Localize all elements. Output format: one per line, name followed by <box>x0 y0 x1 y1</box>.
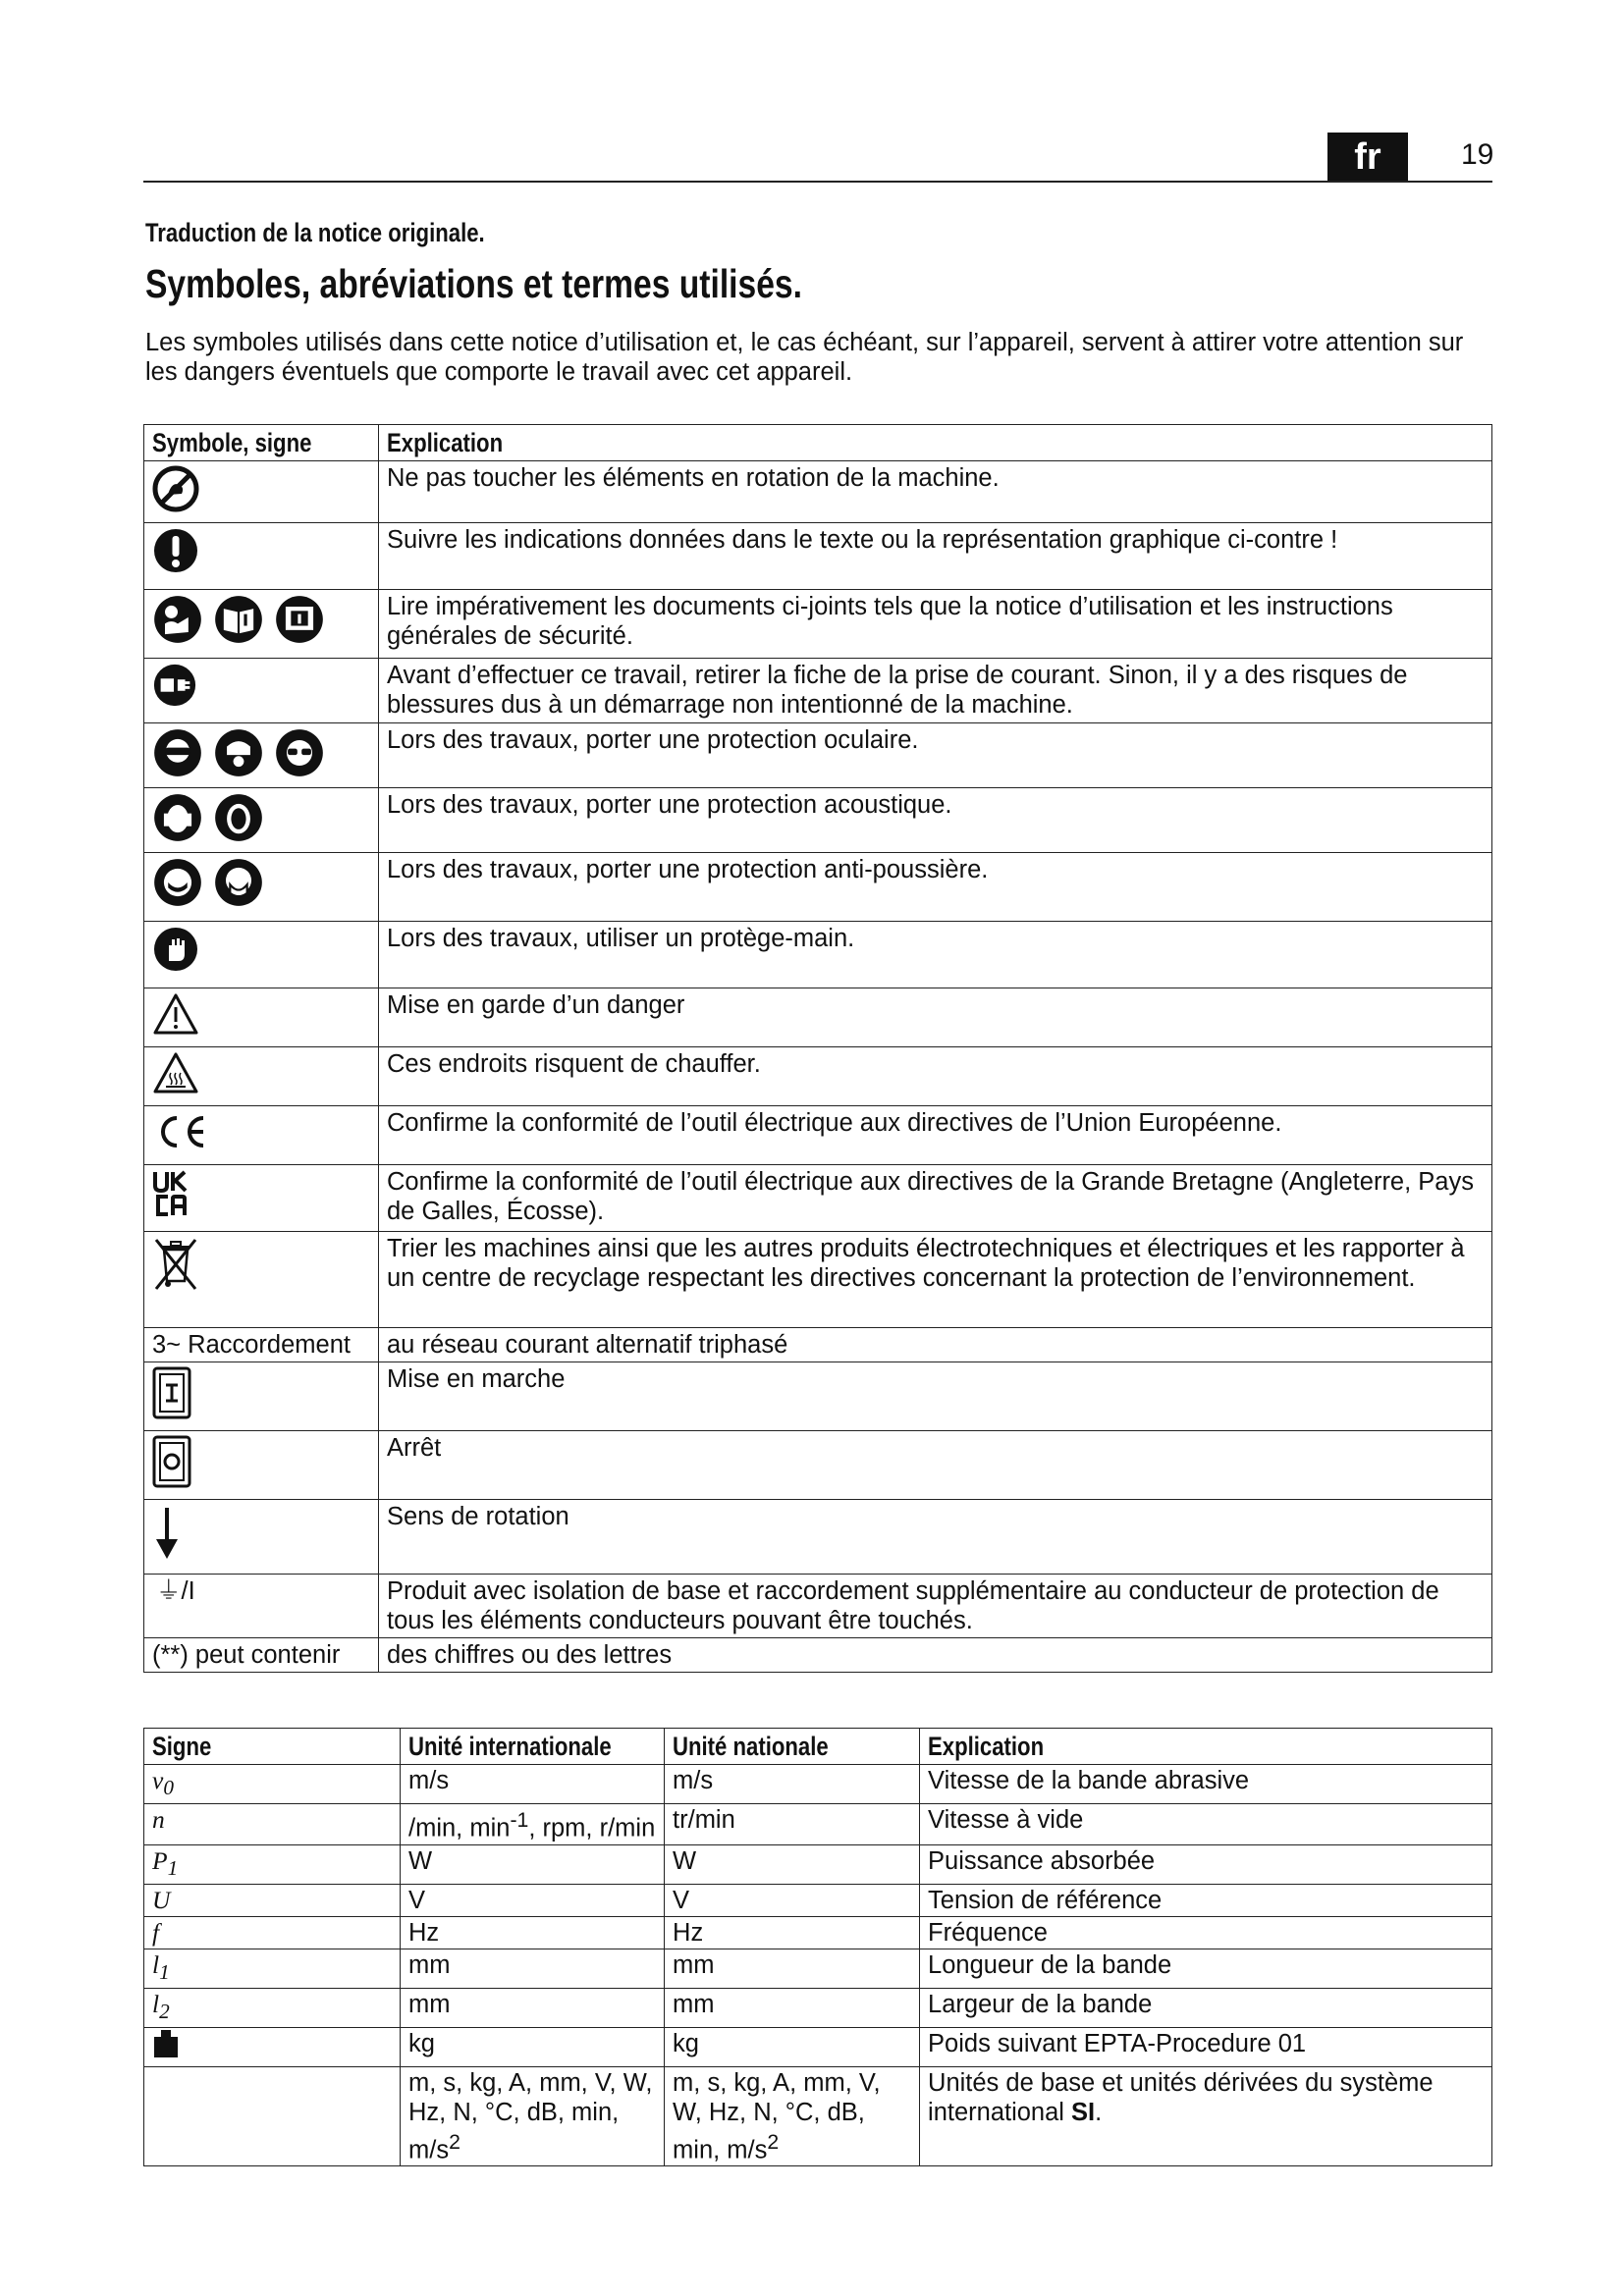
header-intl-unit: Unité internationale <box>401 1729 665 1765</box>
explication-cell: Tension de référence <box>920 1884 1492 1916</box>
table-row <box>144 1949 1492 1988</box>
table-row <box>144 1328 1492 1362</box>
nat-unit-cell: V <box>665 1884 920 1916</box>
table-row <box>144 922 1492 988</box>
page-number: 19 <box>1461 138 1494 171</box>
sign-cell: f <box>144 1916 401 1949</box>
ear-muff-icon <box>152 792 203 843</box>
symbol-cell <box>144 1165 379 1232</box>
intl-unit-cell: kg <box>401 2027 665 2066</box>
intro-paragraph: Les symboles utilisés dans cette notice d’utilisation et, le cas échéant, sur l’appareil, servent à attirer votre attention sur les dangers éventuels que comporte le travail avec cet appareil. <box>145 329 1464 386</box>
explication-cell: Lors des travaux, utiliser un protège-main. <box>379 922 1492 988</box>
table-row <box>144 2066 1492 2166</box>
explication-cell: Confirme la conformité de l’outil électrique aux directives de l’Union Européenne. <box>379 1106 1492 1165</box>
table-row <box>144 1575 1492 1638</box>
table-row <box>144 1988 1492 2027</box>
nat-unit-cell: tr/min <box>665 1804 920 1845</box>
table-row <box>144 1638 1492 1673</box>
symbol-cell <box>144 659 379 723</box>
symbols-table <box>143 424 1492 1673</box>
sign-cell: $P_1$ <box>144 1844 401 1884</box>
face-shield-icon <box>213 727 264 778</box>
unplug-icon <box>152 663 197 708</box>
respirator-icon <box>213 857 264 908</box>
explication-cell: Arrêt <box>379 1431 1492 1500</box>
explication-cell: Largeur de la bande <box>920 1988 1492 2027</box>
table-row <box>144 853 1492 922</box>
table-row <box>144 788 1492 853</box>
document-subtitle: Traduction de la notice originale. <box>145 218 485 247</box>
ukca-mark-icon <box>152 1169 189 1218</box>
symbol-text-cell: ⏚/I <box>144 1575 379 1638</box>
ce-mark-icon <box>152 1110 211 1153</box>
table-row <box>144 1916 1492 1949</box>
units-table <box>143 1728 1492 2166</box>
table-row <box>144 1765 1492 1804</box>
explication-cell: au réseau courant alternatif triphasé <box>379 1328 1492 1362</box>
weight-icon <box>152 2029 180 2058</box>
explication-cell: Poids suivant EPTA-Procedure 01 <box>920 2027 1492 2066</box>
warning-triangle-icon <box>152 992 199 1036</box>
sign-cell <box>144 2027 401 2066</box>
header-explication: Explication <box>920 1729 1492 1765</box>
table-row <box>144 1047 1492 1106</box>
symbol-cell <box>144 1500 379 1575</box>
explication-cell: Ces endroits risquent de chauffer. <box>379 1047 1492 1106</box>
symbol-cell <box>144 723 379 788</box>
language-badge: fr <box>1327 133 1408 182</box>
explication-cell: Lire impérativement les documents ci-joints tels que la notice d’utilisation et les instructions générales de sécurité. <box>379 590 1492 659</box>
intl-unit-cell: m/s <box>401 1765 665 1804</box>
nat-unit-cell: Hz <box>665 1916 920 1949</box>
table-row <box>144 523 1492 590</box>
symbol-cell <box>144 788 379 853</box>
manual-info-icon <box>274 594 325 645</box>
table-row <box>144 590 1492 659</box>
rotation-arrow-icon <box>152 1504 182 1563</box>
sign-cell: $v_0$ <box>144 1765 401 1804</box>
goggles-icon <box>152 727 203 778</box>
explication-cell: Lors des travaux, porter une protection oculaire. <box>379 723 1492 788</box>
explication-cell: Suivre les indications données dans le texte ou la représentation graphique ci-contre ! <box>379 523 1492 590</box>
symbol-cell <box>144 1047 379 1106</box>
safety-glasses-icon <box>274 727 325 778</box>
symbol-cell <box>144 922 379 988</box>
table-row <box>144 1884 1492 1916</box>
explication-cell: Sens de rotation <box>379 1500 1492 1575</box>
manual-book-icon <box>213 594 264 645</box>
intl-unit-cell: mm <box>401 1988 665 2027</box>
nat-unit-cell: m, s, kg, A, mm, V, W, Hz, N, °C, dB, min, $m/s^2$ <box>665 2066 920 2166</box>
header-explication: Explication <box>379 425 1492 461</box>
explication-cell: Ne pas toucher les éléments en rotation de la machine. <box>379 461 1492 523</box>
no-touch-rotating-icon <box>152 465 199 512</box>
table-row <box>144 1362 1492 1431</box>
table-row <box>144 988 1492 1047</box>
symbol-cell <box>144 853 379 922</box>
explication-cell: Avant d’effectuer ce travail, retirer la fiche de la prise de courant. Sinon, il y a des risques de blessures dus à un démarrage non intentionné de la machine. <box>379 659 1492 723</box>
explication-cell: Unités de base et unités dérivées du système international SI. <box>920 2066 1492 2166</box>
sign-cell: n <box>144 1804 401 1845</box>
nat-unit-cell: mm <box>665 1988 920 2027</box>
glove-icon <box>152 926 199 973</box>
power-on-icon <box>152 1366 191 1419</box>
symbol-cell <box>144 1232 379 1328</box>
table-row <box>144 1844 1492 1884</box>
symbol-cell <box>144 1362 379 1431</box>
explication-cell: Mise en marche <box>379 1362 1492 1431</box>
explication-cell: des chiffres ou des lettres <box>379 1638 1492 1673</box>
symbol-cell <box>144 590 379 659</box>
explication-cell: Trier les machines ainsi que les autres produits électrotechniques et électriques et les rapporter à un centre de recyclage respectant les directives concernant la protection de l’environnement. <box>379 1232 1492 1328</box>
dust-mask-icon <box>152 857 203 908</box>
intl-unit-cell: Hz <box>401 1916 665 1949</box>
nat-unit-cell: mm <box>665 1949 920 1988</box>
ear-plug-icon <box>213 792 264 843</box>
symbol-cell <box>144 523 379 590</box>
table-header-row <box>144 1729 1492 1765</box>
sign-cell: $l_1$ <box>144 1949 401 1988</box>
header-symbol: Symbole, signe <box>144 425 379 461</box>
table-row <box>144 461 1492 523</box>
table-row <box>144 1106 1492 1165</box>
nat-unit-cell: kg <box>665 2027 920 2066</box>
read-manual-icon <box>152 594 203 645</box>
nat-unit-cell: W <box>665 1844 920 1884</box>
sign-cell <box>144 2066 401 2166</box>
power-off-icon <box>152 1435 191 1488</box>
header-nat-unit: Unité nationale <box>665 1729 920 1765</box>
intl-unit-cell: mm <box>401 1949 665 1988</box>
symbol-cell <box>144 1106 379 1165</box>
symbol-cell <box>144 988 379 1047</box>
header-sign: Signe <box>144 1729 401 1765</box>
intl-unit-cell: V <box>401 1884 665 1916</box>
table-row <box>144 1232 1492 1328</box>
symbol-cell <box>144 461 379 523</box>
crossed-bin-icon <box>152 1236 199 1293</box>
page-title: Symboles, abréviations et termes utilisés. <box>145 261 802 306</box>
table-header-row <box>144 425 1492 461</box>
sign-cell: U <box>144 1884 401 1916</box>
sign-cell: $l_2$ <box>144 1988 401 2027</box>
hot-surface-icon <box>152 1051 199 1095</box>
explication-cell: Vitesse de la bande abrasive <box>920 1765 1492 1804</box>
explication-cell: Vitesse à vide <box>920 1804 1492 1845</box>
explication-cell: Longueur de la bande <box>920 1949 1492 1988</box>
table-row <box>144 1431 1492 1500</box>
nat-unit-cell: m/s <box>665 1765 920 1804</box>
table-row <box>144 1500 1492 1575</box>
table-row <box>144 723 1492 788</box>
symbol-cell <box>144 1431 379 1500</box>
intl-unit-cell: W <box>401 1844 665 1884</box>
table-row <box>144 1804 1492 1845</box>
exclamation-icon <box>152 527 199 574</box>
explication-cell: Lors des travaux, porter une protection acoustique. <box>379 788 1492 853</box>
table-row <box>144 1165 1492 1232</box>
table-row <box>144 659 1492 723</box>
explication-cell: Fréquence <box>920 1916 1492 1949</box>
explication-cell: Puissance absorbée <box>920 1844 1492 1884</box>
explication-cell: Confirme la conformité de l’outil électrique aux directives de la Grande Bretagne (Angleterre, Pays de Galles, Écosse). <box>379 1165 1492 1232</box>
symbol-text-cell: 3~ Raccordement <box>144 1328 379 1362</box>
explication-cell: Mise en garde d’un danger <box>379 988 1492 1047</box>
intl-unit-cell: m, s, kg, A, mm, V, W, Hz, N, °C, dB, min, $m/s^2$ <box>401 2066 665 2166</box>
header-rule <box>143 181 1492 183</box>
explication-cell: Produit avec isolation de base et raccordement supplémentaire au conducteur de protection de tous les éléments conducteurs pouvant être touchés. <box>379 1575 1492 1638</box>
table-row <box>144 2027 1492 2066</box>
intl-unit-cell: /min, $\min^{-1}$, rpm, r/min <box>401 1804 665 1845</box>
symbol-text-cell: (**) peut contenir <box>144 1638 379 1673</box>
explication-cell: Lors des travaux, porter une protection anti-poussière. <box>379 853 1492 922</box>
